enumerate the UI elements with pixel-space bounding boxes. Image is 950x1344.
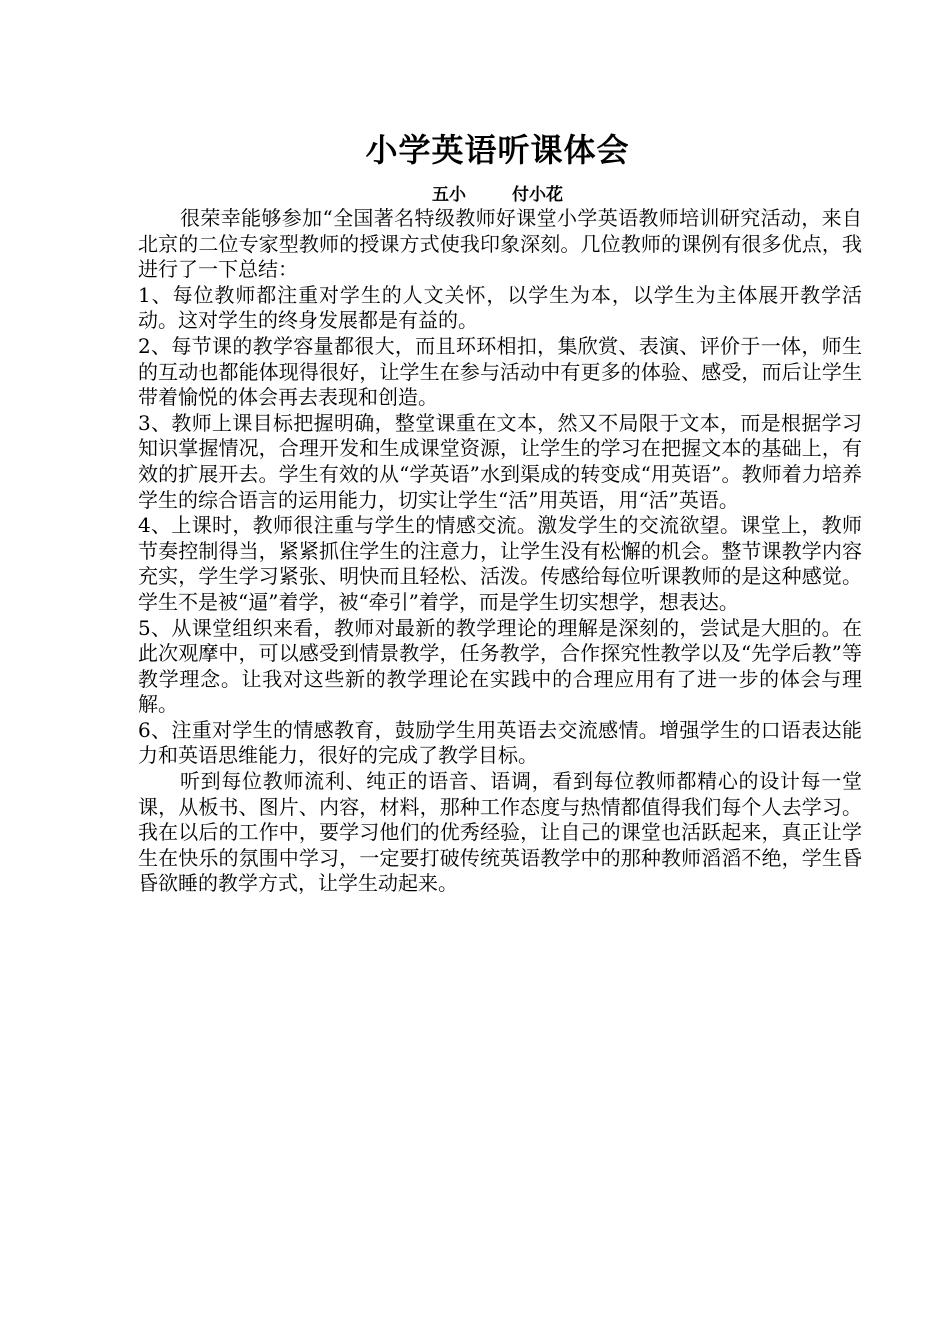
paragraph-conclusion: 听到每位教师流利、纯正的语音、语调，看到每位教师都精心的设计每一堂课，从板书、图片、内容，材料，那种工作态度与热情都值得我们每个人去学习。我在以后的工作中，要学习他们的优秀经验，让自己的课堂也活跃起来，真正让学生在快乐的氛围中学习，一定要打破传统英语教学中的那种教师滔滔不绝，学生昏昏欲睡的教学方式，让学生动起来。 — [138, 769, 862, 896]
paragraph-point-2: 2、每节课的教学容量都很大，而且环环相扣，集欣赏、表演、评价于一体，师生的互动也都能体现得很好，让学生在参与活动中有更多的体验、感受，而后让学生带着愉悦的体会再去表现和创造。 — [138, 333, 862, 410]
byline — [0, 184, 950, 206]
school-name: 五小 — [432, 185, 466, 205]
author-name: 付小花 — [512, 185, 563, 205]
paragraph-point-4: 4、上课时，教师很注重与学生的情感交流。激发学生的交流欲望。课堂上，教师节奏控制得当，紧紧抓住学生的注意力，让学生没有松懈的机会。整节课教学内容充实，学生学习紧张、明快而且轻松、活泼。传感给每位听课教师的是这种感觉。学生不是被“逼”着学，被“牵引”着学，而是学生切实想学，想表达。 — [138, 513, 862, 614]
paragraph-point-3: 3、教师上课目标把握明确，整堂课重在文本，然又不局限于文本，而是根据学习知识掌握情况，合理开发和生成课堂资源，让学生的学习在把握文本的基础上，有效的扩展开去。学生有效的从“学英语”水到渠成的转变成“用英语”。教师着力培养学生的综合语言的运用能力，切实让学生“活”用英语，用“活”英语。 — [138, 410, 862, 512]
document-body — [138, 206, 862, 897]
paragraph-point-5: 5、从课堂组织来看，教师对最新的教学理论的理解是深刻的，尝试是大胆的。在此次观摩中，可以感受到情景教学，任务教学，合作探究性教学以及“先学后教”等教学理念。让我对这些新的教学理论在实践中的合理应用有了进一步的体会与理解。 — [138, 615, 862, 717]
document-title: 小学英语听课体会 — [365, 131, 630, 169]
paragraph-point-6: 6、注重对学生的情感教育，鼓励学生用英语去交流感情。增强学生的口语表达能力和英语思维能力，很好的完成了教学目标。 — [138, 717, 862, 768]
paragraph-point-1: 1、每位教师都注重对学生的人文关怀，以学生为本，以学生为主体展开教学活动。这对学生的终身发展都是有益的。 — [138, 282, 862, 333]
paragraph-intro: 很荣幸能够参加“全国著名特级教师好课堂小学英语教师培训研究活动，来自北京的二位专家型教师的授课方式使我印象深刻。几位教师的课例有很多优点，我进行了一下总结： — [138, 206, 862, 282]
